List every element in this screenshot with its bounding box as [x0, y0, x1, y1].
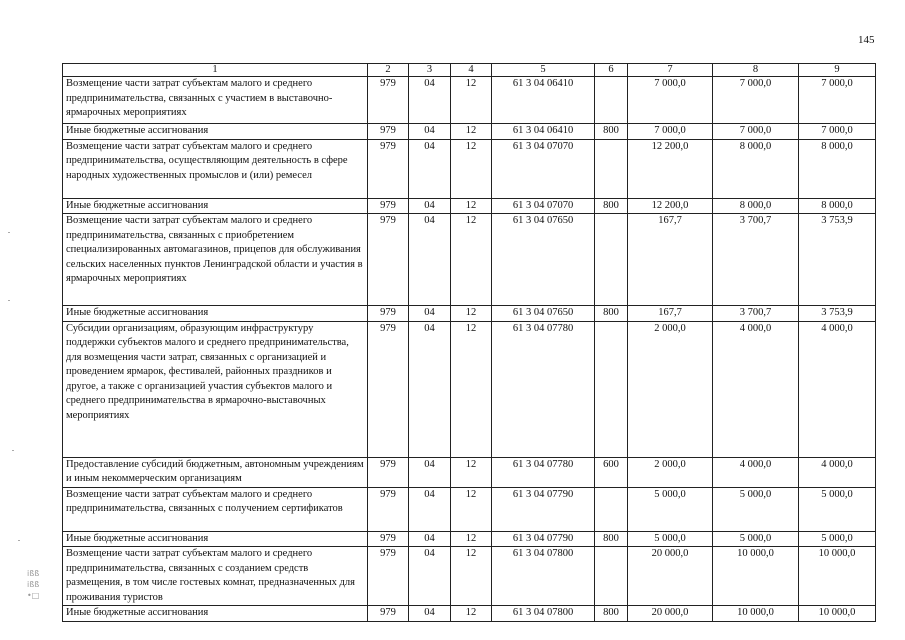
target-article-cell: 61 3 04 07790 — [492, 531, 595, 547]
amount-col9-cell: 4 000,0 — [799, 321, 876, 457]
expense-type-cell: 800 — [595, 606, 628, 622]
amount-col8-cell: 5 000,0 — [713, 487, 799, 531]
target-article-cell: 61 3 04 07070 — [492, 139, 595, 198]
row-name-cell: Предоставление субсидий бюджетным, автономным учреждениям и иным некоммерческим организациям — [63, 457, 368, 487]
expense-type-cell: 800 — [595, 306, 628, 322]
margin-mark: ißß — [27, 580, 40, 589]
table-row — [63, 531, 876, 547]
amount-col9-cell: 8 000,0 — [799, 198, 876, 214]
amount-col8-cell: 3 700,7 — [713, 214, 799, 306]
amount-col7-cell: 5 000,0 — [628, 487, 713, 531]
section-code-cell: 04 — [409, 139, 451, 198]
subsection-code-cell: 12 — [451, 214, 492, 306]
subsection-code-cell: 12 — [451, 606, 492, 622]
table-row — [63, 77, 876, 124]
ministry-code-cell: 979 — [368, 457, 409, 487]
expense-type-cell — [595, 547, 628, 606]
target-article-cell: 61 3 04 06410 — [492, 124, 595, 140]
header-cell: 2 — [368, 64, 409, 77]
subsection-code-cell: 12 — [451, 306, 492, 322]
header-cell: 8 — [713, 64, 799, 77]
table-row — [63, 306, 876, 322]
section-code-cell: 04 — [409, 77, 451, 124]
section-code-cell: 04 — [409, 124, 451, 140]
scan-speck — [18, 540, 20, 541]
ministry-code-cell: 979 — [368, 124, 409, 140]
target-article-cell: 61 3 04 07800 — [492, 606, 595, 622]
target-article-cell: 61 3 04 07780 — [492, 321, 595, 457]
ministry-code-cell: 979 — [368, 77, 409, 124]
table-row — [63, 124, 876, 140]
section-code-cell: 04 — [409, 487, 451, 531]
row-name-cell: Иные бюджетные ассигнования — [63, 606, 368, 622]
ministry-code-cell: 979 — [368, 487, 409, 531]
amount-col9-cell: 10 000,0 — [799, 606, 876, 622]
amount-col8-cell: 4 000,0 — [713, 457, 799, 487]
amount-col7-cell: 20 000,0 — [628, 606, 713, 622]
header-cell: 5 — [492, 64, 595, 77]
amount-col7-cell: 12 200,0 — [628, 198, 713, 214]
amount-col7-cell: 167,7 — [628, 214, 713, 306]
amount-col8-cell: 10 000,0 — [713, 606, 799, 622]
section-code-cell: 04 — [409, 321, 451, 457]
header-cell: 4 — [451, 64, 492, 77]
header-cell: 7 — [628, 64, 713, 77]
expense-type-cell — [595, 321, 628, 457]
amount-col9-cell: 8 000,0 — [799, 139, 876, 198]
ministry-code-cell: 979 — [368, 321, 409, 457]
amount-col8-cell: 10 000,0 — [713, 547, 799, 606]
expense-type-cell: 800 — [595, 124, 628, 140]
budget-table — [62, 63, 876, 622]
header-cell: 1 — [63, 64, 368, 77]
expense-type-cell — [595, 139, 628, 198]
target-article-cell: 61 3 04 07650 — [492, 306, 595, 322]
expense-type-cell — [595, 214, 628, 306]
amount-col9-cell: 5 000,0 — [799, 531, 876, 547]
target-article-cell: 61 3 04 07800 — [492, 547, 595, 606]
expense-type-cell: 800 — [595, 531, 628, 547]
amount-col7-cell: 167,7 — [628, 306, 713, 322]
subsection-code-cell: 12 — [451, 531, 492, 547]
ministry-code-cell: 979 — [368, 198, 409, 214]
row-name-cell: Иные бюджетные ассигнования — [63, 124, 368, 140]
amount-col7-cell: 2 000,0 — [628, 457, 713, 487]
amount-col7-cell: 20 000,0 — [628, 547, 713, 606]
target-article-cell: 61 3 04 07650 — [492, 214, 595, 306]
header-row — [63, 64, 876, 77]
subsection-code-cell: 12 — [451, 321, 492, 457]
ministry-code-cell: 979 — [368, 214, 409, 306]
section-code-cell: 04 — [409, 606, 451, 622]
scan-speck — [12, 450, 14, 451]
section-code-cell: 04 — [409, 214, 451, 306]
row-name-cell: Возмещение части затрат субъектам малого и среднего предпринимательства, связанных с приобретением специализированных автомагазинов, прицепов для обслуживания сельских населенных пунктов Ленинградской области и участия в ярмарочных мероприятиях — [63, 214, 368, 306]
amount-col7-cell: 7 000,0 — [628, 77, 713, 124]
margin-marks — [27, 568, 39, 601]
margin-mark: ißß — [27, 569, 40, 578]
amount-col9-cell: 5 000,0 — [799, 487, 876, 531]
ministry-code-cell: 979 — [368, 547, 409, 606]
section-code-cell: 04 — [409, 306, 451, 322]
table-row — [63, 321, 876, 457]
subsection-code-cell: 12 — [451, 77, 492, 124]
target-article-cell: 61 3 04 07070 — [492, 198, 595, 214]
amount-col8-cell: 5 000,0 — [713, 531, 799, 547]
section-code-cell: 04 — [409, 198, 451, 214]
row-name-cell: Субсидии организациям, образующим инфраструктуру поддержки субъектов малого и среднего предпринимательства, для возмещения части затрат, связанных с организацией и проведением ярмарок, фестивалей, районных праздников и другое, а также с организацией участия субъектов малого и среднего предпринимательства в ярмарочно-выставочных мероприятиях — [63, 321, 368, 457]
amount-col8-cell: 3 700,7 — [713, 306, 799, 322]
scan-speck — [8, 300, 10, 301]
amount-col7-cell: 5 000,0 — [628, 531, 713, 547]
margin-mark: •□ — [27, 591, 40, 600]
subsection-code-cell: 12 — [451, 139, 492, 198]
subsection-code-cell: 12 — [451, 198, 492, 214]
row-name-cell: Иные бюджетные ассигнования — [63, 531, 368, 547]
ministry-code-cell: 979 — [368, 306, 409, 322]
amount-col8-cell: 8 000,0 — [713, 198, 799, 214]
section-code-cell: 04 — [409, 531, 451, 547]
amount-col7-cell: 7 000,0 — [628, 124, 713, 140]
amount-col8-cell: 7 000,0 — [713, 124, 799, 140]
scan-speck — [8, 232, 10, 233]
amount-col8-cell: 4 000,0 — [713, 321, 799, 457]
expense-type-cell: 800 — [595, 198, 628, 214]
header-cell: 9 — [799, 64, 876, 77]
amount-col9-cell: 3 753,9 — [799, 306, 876, 322]
ministry-code-cell: 979 — [368, 139, 409, 198]
table-row — [63, 214, 876, 306]
target-article-cell: 61 3 04 07790 — [492, 487, 595, 531]
row-name-cell: Возмещение части затрат субъектам малого и среднего предпринимательства, связанных с участием в выставочно-ярмарочных мероприятиях — [63, 77, 368, 124]
row-name-cell: Возмещение части затрат субъектам малого и среднего предпринимательства, осуществляющим деятельность в сфере народных художественных промыслов и (или) ремесел — [63, 139, 368, 198]
subsection-code-cell: 12 — [451, 547, 492, 606]
table-row — [63, 606, 876, 622]
header-cell: 6 — [595, 64, 628, 77]
subsection-code-cell: 12 — [451, 487, 492, 531]
table-row — [63, 487, 876, 531]
row-name-cell: Возмещение части затрат субъектам малого и среднего предпринимательства, связанных с созданием средств размещения, в том числе гостевых комнат, предназначенных для проживания туристов — [63, 547, 368, 606]
amount-col7-cell: 12 200,0 — [628, 139, 713, 198]
target-article-cell: 61 3 04 07780 — [492, 457, 595, 487]
amount-col9-cell: 7 000,0 — [799, 77, 876, 124]
section-code-cell: 04 — [409, 457, 451, 487]
row-name-cell: Иные бюджетные ассигнования — [63, 306, 368, 322]
expense-type-cell — [595, 77, 628, 124]
table-row — [63, 198, 876, 214]
row-name-cell: Возмещение части затрат субъектам малого и среднего предпринимательства, связанных с получением сертификатов — [63, 487, 368, 531]
amount-col9-cell: 3 753,9 — [799, 214, 876, 306]
subsection-code-cell: 12 — [451, 124, 492, 140]
header-cell: 3 — [409, 64, 451, 77]
table-row — [63, 547, 876, 606]
section-code-cell: 04 — [409, 547, 451, 606]
table-row — [63, 457, 876, 487]
row-name-cell: Иные бюджетные ассигнования — [63, 198, 368, 214]
expense-type-cell — [595, 487, 628, 531]
ministry-code-cell: 979 — [368, 531, 409, 547]
target-article-cell: 61 3 04 06410 — [492, 77, 595, 124]
page-number: 145 — [858, 34, 875, 46]
amount-col7-cell: 2 000,0 — [628, 321, 713, 457]
amount-col8-cell: 7 000,0 — [713, 77, 799, 124]
table-row — [63, 139, 876, 198]
amount-col8-cell: 8 000,0 — [713, 139, 799, 198]
ministry-code-cell: 979 — [368, 606, 409, 622]
expense-type-cell: 600 — [595, 457, 628, 487]
subsection-code-cell: 12 — [451, 457, 492, 487]
amount-col9-cell: 4 000,0 — [799, 457, 876, 487]
amount-col9-cell: 7 000,0 — [799, 124, 876, 140]
amount-col9-cell: 10 000,0 — [799, 547, 876, 606]
